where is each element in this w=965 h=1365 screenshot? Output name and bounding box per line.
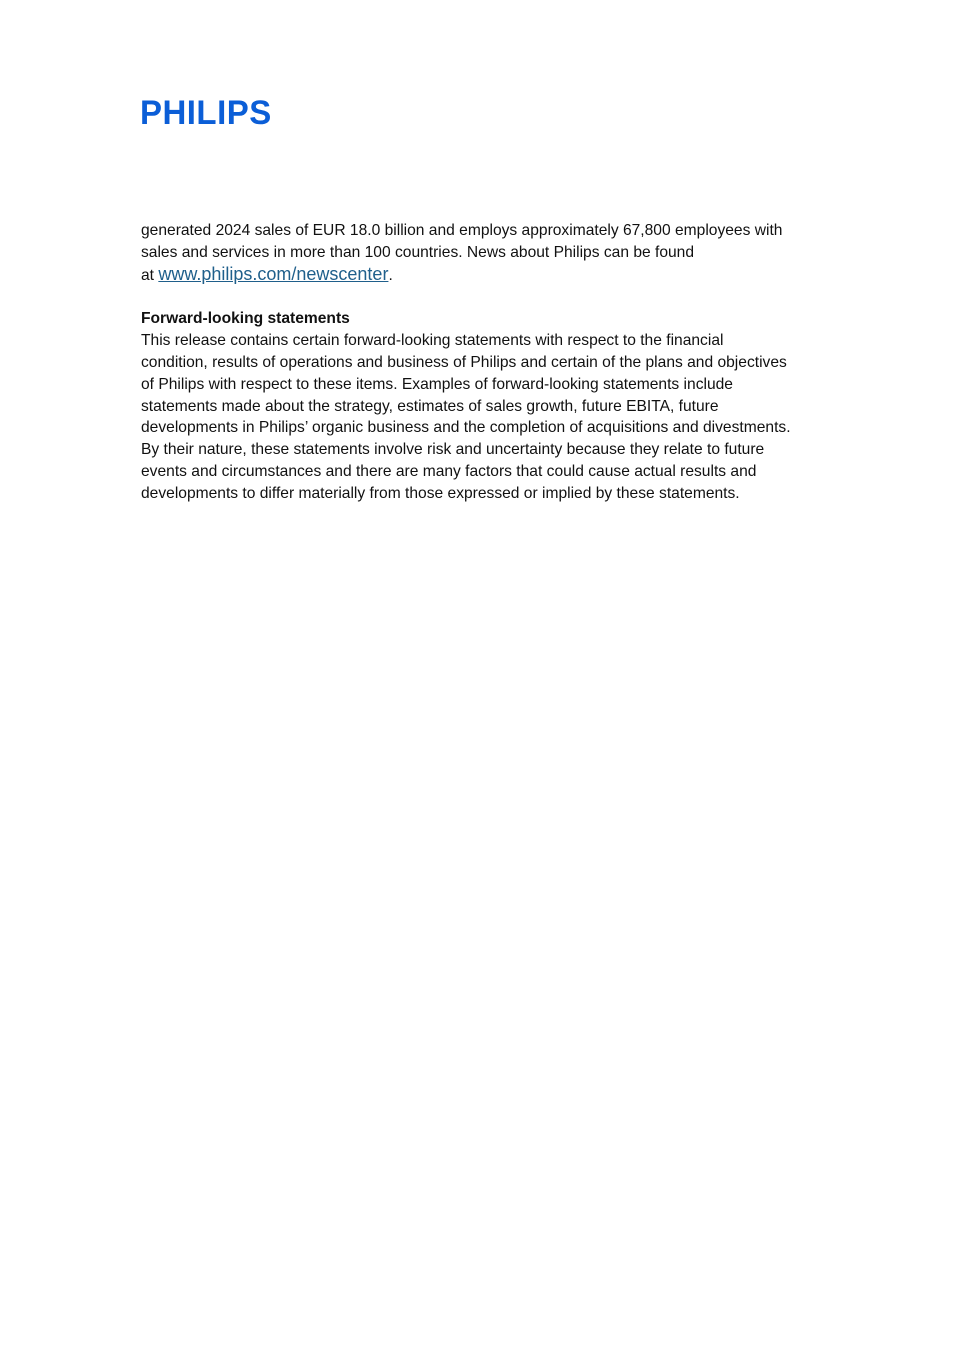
intro-paragraph: [141, 220, 841, 286]
intro-line-3: [141, 264, 841, 287]
forward-looking-line: of Philips with respect to these items. Examples of forward-looking statements include: [141, 375, 733, 393]
intro-line-3-suffix: .: [388, 266, 393, 284]
forward-looking-line: statements made about the strategy, estimates of sales growth, future EBITA, future: [141, 397, 719, 415]
newscenter-link[interactable]: www.philips.com/newscenter: [158, 263, 389, 284]
forward-looking-line: developments in Philips’ organic business and the completion of acquisitions and divestments.: [141, 419, 791, 437]
intro-line-1: generated 2024 sales of EUR 18.0 billion and employs approximately 67,800 employees with: [141, 222, 783, 239]
forward-looking-line: condition, results of operations and business of Philips and certain of the plans and objectives: [141, 353, 787, 371]
forward-looking-line: This release contains certain forward-looking statements with respect to the financial: [141, 332, 724, 350]
philips-logo: PHILIPS: [140, 94, 272, 132]
forward-looking-heading: Forward-looking statements: [141, 310, 350, 328]
paragraph-spacer: [141, 286, 841, 308]
forward-looking-line: events and circumstances and there are many factors that could cause actual results and: [141, 462, 757, 480]
intro-line-3-prefix: at: [141, 266, 159, 284]
forward-looking-line: developments to differ materially from those expressed or implied by these statements.: [141, 484, 740, 502]
intro-line-2: sales and services in more than 100 countries. News about Philips can be found: [141, 243, 695, 261]
forward-looking-paragraph: [141, 330, 841, 504]
forward-looking-line: By their nature, these statements involve risk and uncertainty because they relate to future: [141, 441, 765, 459]
document-body: [141, 220, 841, 505]
